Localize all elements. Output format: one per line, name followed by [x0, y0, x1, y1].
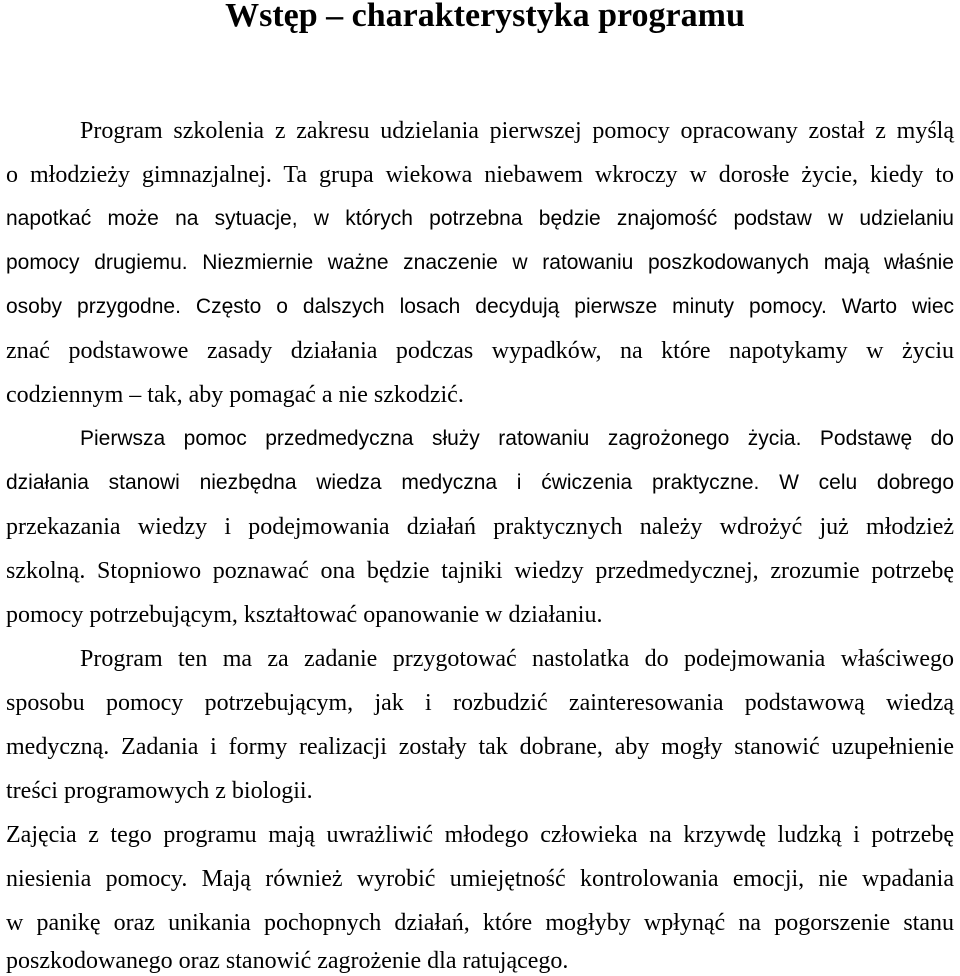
- text-line: codziennym – tak, aby pomagać a nie szkodzić.: [6, 382, 464, 408]
- page-title: Wstęp – charakterystyka programu: [225, 0, 745, 34]
- text-line: osoby przygodne. Często o dalszych losach decydują pierwsze minuty pomocy. Warto wiec: [6, 295, 954, 318]
- text-line: poszkodowanego oraz stanowić zagrożenie dla ratującego.: [6, 948, 569, 974]
- text-line: Program ten ma za zadanie przygotować nastolatka do podejmowania właściwego: [80, 646, 954, 672]
- text-line: medyczną. Zadania i formy realizacji zostały tak dobrane, aby mogły stanowić uzupełnienie: [6, 734, 954, 760]
- text-line: pomocy potrzebującym, kształtować opanowanie w działaniu.: [6, 602, 603, 628]
- text-line: znać podstawowe zasady działania podczas wypadków, na które napotykamy w życiu: [6, 338, 954, 364]
- text-line: działania stanowi niezbędna wiedza medyczna i ćwiczenia praktyczne. W celu dobrego: [6, 471, 954, 494]
- text-line: Pierwsza pomoc przedmedyczna służy ratowaniu zagrożonego życia. Podstawę do: [80, 427, 954, 450]
- text-line: niesienia pomocy. Mają również wyrobić umiejętność kontrolowania emocji, nie wpadania: [6, 866, 954, 892]
- text-line: szkolną. Stopniowo poznawać ona będzie tajniki wiedzy przedmedycznej, zrozumie potrzebę: [6, 558, 954, 584]
- text-line: pomocy drugiemu. Niezmiernie ważne znaczenie w ratowaniu poszkodowanych mają właśnie: [6, 251, 954, 274]
- text-line: treści programowych z biologii.: [6, 778, 313, 804]
- text-line: o młodzieży gimnazjalnej. Ta grupa wiekowa niebawem wkroczy w dorosłe życie, kiedy to: [6, 162, 954, 188]
- text-line: w panikę oraz unikania pochopnych działań, które mogłyby wpłynąć na pogorszenie stanu: [6, 910, 954, 936]
- text-line: sposobu pomocy potrzebującym, jak i rozbudzić zainteresowania podstawową wiedzą: [6, 690, 954, 716]
- text-line: Program szkolenia z zakresu udzielania pierwszej pomocy opracowany został z myślą: [80, 118, 954, 144]
- text-line: napotkać może na sytuacje, w których potrzebna będzie znajomość podstaw w udzielaniu: [6, 207, 954, 230]
- text-line: przekazania wiedzy i podejmowania działań praktycznych należy wdrożyć już młodzież: [6, 514, 954, 540]
- text-line: Zajęcia z tego programu mają uwrażliwić młodego człowieka na krzywdę ludzką i potrzebę: [6, 822, 954, 848]
